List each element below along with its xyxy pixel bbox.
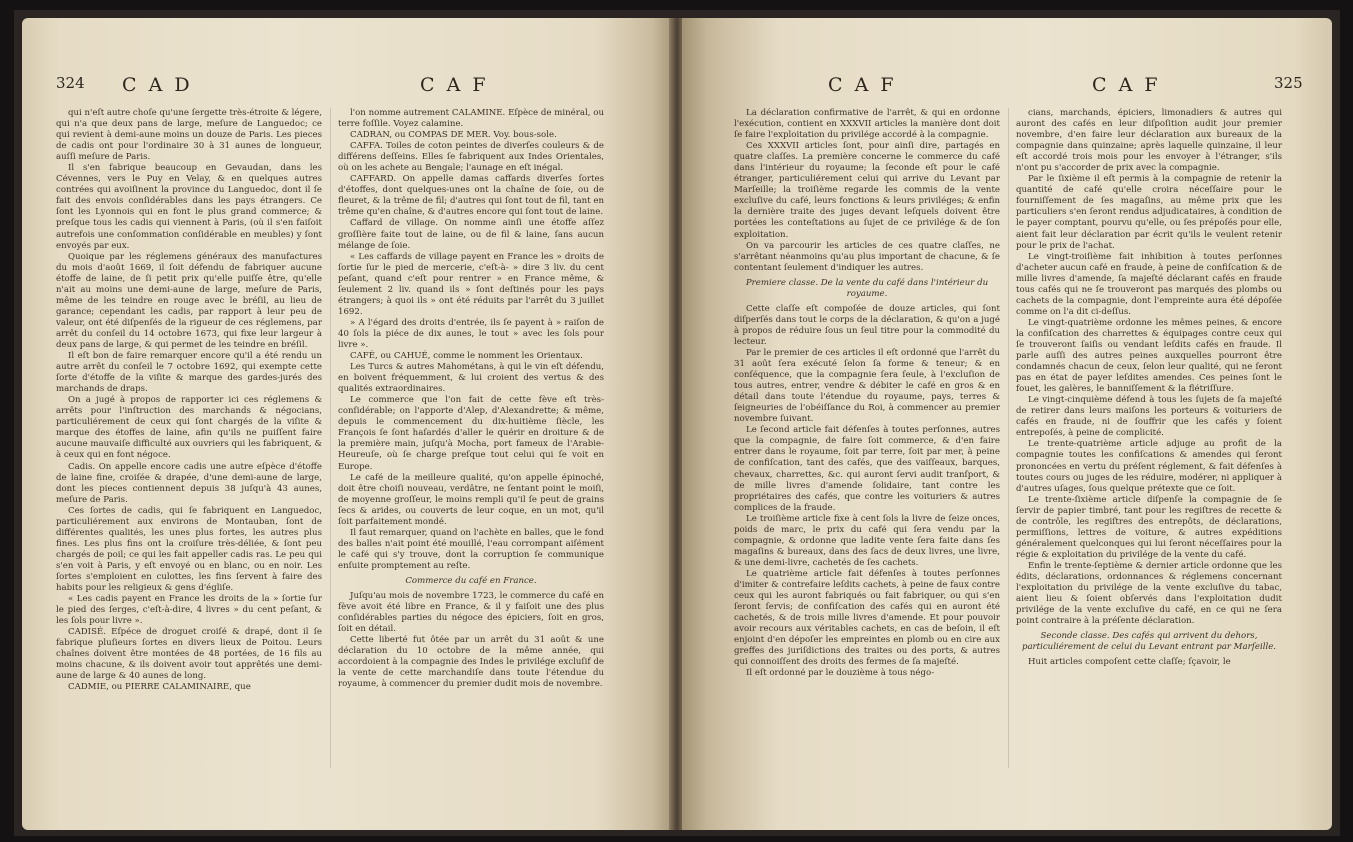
paragraph: qui n'eſt autre choſe qu'une ſergette très-étroite & légere, qui n'a que deux pans de large, meſure de Languedoc; ce qui revient à demi-aune moins un douze de Paris. Les pieces de cadis ont pour l'ordinaire 30 à 31 aunes de longueur, auſſi meſure de Paris.	[56, 108, 322, 163]
column-divider	[330, 108, 331, 768]
paragraph: Huit articles compoſent cette claſſe; ſçavoir, le	[1028, 657, 1231, 668]
paragraph: CADMIE, ou PIERRE CALAMINAIRE, que	[68, 682, 251, 693]
paragraph: CADISÉ. Eſpéce de droguet croiſé & drapé, dont il ſe fabrique pluſieurs ſortes en divers lieux de Poitou. Leurs chaînes doivent être montées de 48 portées, de 16 fils au moins chacune, & ils doivent avoir tout apprêtés une demi-aune de large & 40 aunes de long.	[56, 627, 322, 682]
paragraph: Le vingt-troiſième fait inhibition à toutes perſonnes d'acheter aucun café en fraude, à peine de confiſcation & de mille livres d'amende, ſa majeſté déclarant cafés en fraude tous cafés qui ne ſe trouveront pas marqués des plombs ou cachets de la compagnie, dont l'empreinte aura été dépoſée comme on l'a dit ci-deſſus.	[1016, 251, 1282, 317]
paragraph: Il eſt ordonné par le douzième à tous négo-	[746, 668, 935, 679]
section-heading: Seconde classe. Des cafés qui arrivent du dehors, particuliérement de celui du Levant entrant par Marſeille.	[1021, 631, 1277, 653]
paragraph: Les Turcs & autres Mahométans, à qui le vin eſt défendu, en boivent fréquemment, & lui croient des vertus & des qualités extraordinaires.	[338, 362, 604, 395]
right-header-left: C A F	[828, 74, 897, 96]
paragraph: On va parcourir les articles de ces quatre claſſes, ne s'arrêtant néanmoins qu'au plus important de chacune, & ſe contentant ſeulement d'indiquer les autres.	[734, 240, 1000, 273]
book-spread	[14, 10, 1340, 836]
paragraph: Enfin le trente-ſeptième & dernier article ordonne que les édits, déclarations, ordonnances & réglemens concernant l'exploitation du privilége de la vente excluſive du tabac, aient lieu & ſoient obſervés dans l'exploitation dudit privilége de la vente excluſive du café, en ce qui ne ſera point contraire à la préſente déclaration.	[1016, 560, 1282, 627]
paragraph: On a jugé à propos de rapporter ici ces réglemens & arrêts pour l'inſtruction des marchands & négocians, particuliérement de ceux qui ſont chargés de la viſite & marque des étoffes de laine, afin qu'ils ne puiſſent faire aucune mauvaiſe difficulté aux ouvriers qui les fabriquent, & à ceux qui en font négoce.	[56, 395, 322, 461]
paragraph: La déclaration confirmative de l'arrêt, & qui en ordonne l'exécution, contient en XXXVII articles la manière dont doit ſe faire l'exploitation du privilége accordé à la compagnie.	[734, 108, 1000, 141]
paragraph: CADRAN, ou COMPAS DE MER. Voy. bous-sole.	[350, 130, 557, 141]
right-column-1	[734, 108, 1000, 768]
paragraph: Cadis. On appelle encore cadis une autre eſpèce d'étoffe de laine fine, croiſée & drapée, d'une demi-aune de large, dont les pieces contiennent depuis 38 juſqu'à 43 aunes, meſure de Paris.	[56, 461, 322, 505]
left-page	[22, 18, 672, 830]
paragraph: Ces XXXVII articles ſont, pour ainſi dire, partagés en quatre claſſes. La première concerne le commerce du café dans l'intérieur du royaume; la ſeconde eſt pour le café étranger, particuliérement celui qui arrive du Levant par Marſeille; la troiſième regarde les commis de la vente excluſive du café, leurs fonctions & leurs priviléges; & enfin la dernière traite des juges devant leſquels doivent être portées les conteſtations au ſujet de ce privilége & de ſon exploitation.	[734, 141, 1000, 240]
paragraph: « Les cadis payent en France les droits de la » ſortie ſur le pied des ſerges, c'eſt-à-dire, 4 livres » du cent peſant, & les ſols pour livre ».	[56, 594, 322, 627]
section-heading: Premiere classe. De la vente du café dans l'intérieur du royaume.	[745, 277, 989, 299]
paragraph: Par le ſixième il eſt permis à la compagnie de retenir la quantité de café qu'elle croira néceſſaire pour le fourniſſement de ſes magaſins, au même prix que les particuliers s'en ſeront rendus adjudicataires, à condition de le payer comptant, pourvu qu'elle, ou ſes prépoſés pour elle, aient fait leur déclaration par écrit qu'ils le veulent retenir pour le prix de l'achat.	[1016, 174, 1282, 251]
paragraph: Le vingt-quatrième ordonne les mêmes peines, & encore la confiſcation des charrettes & équipages contre ceux qui ſe trouveront ſaiſis ou vendant leſdits cafés en fraude. Il parle auſſi des autres peines auxquelles pourront être condamnés chacun de ceux, ſelon leur qualité, qui ne ſeront pas en état de payer leſdites amendes. Ces peines ſont le fouet, les galères, le banniſſement & la flétriſſure.	[1016, 317, 1282, 395]
paragraph: Le commerce que l'on fait de cette fève eſt très-conſidérable; on l'apporte d'Alep, d'Alexandrette; & même, depuis le commencement du dix-huitième ſiècle, les François ſe ſont haſardés d'aller le quérir en droiture & de la première main, juſqu'à Mocha, port fameux de l'Arabie-Heureuſe, où ſe charge preſque tout celui qui ſe voit en Europe.	[338, 395, 604, 472]
right-column-2	[1016, 108, 1282, 768]
paragraph: Il faut remarquer, quand on l'achète en balles, que le fond des balles n'ait point été mouillé, l'eau corrompant aiſément le café qui s'y trouve, dont la corruption ſe communique enſuite promptement au reſte.	[338, 527, 604, 571]
column-divider	[1008, 108, 1009, 768]
paragraph: Le trente-quatrième article adjuge au profit de la compagnie toutes les confiſcations & amendes qui ſeront prononcées en vertu du préſent réglement, & fait défenſes à toutes cours ou juges de les réduire, modérer, ni appliquer à d'autres uſages, ſous quelque prétexte que ce ſoit.	[1016, 439, 1282, 494]
paragraph: CAFFARD. On appelle damas caffards diverſes ſortes d'étoffes, dont quelques-unes ont la chaîne de ſoie, ou de fleuret, & la trême de fil; d'autres qui ſont tout de fil, tant en trême qu'en chaîne, & d'autres encore qui ſont tout de laine.	[338, 174, 604, 218]
paragraph: Le vingt-cinquième défend à tous les ſujets de ſa majeſté de retirer dans leurs maiſons les porteurs & voituriers de cafés en fraude, ni de ſouffrir que les cafés y ſoient entrepoſés, à peine de complicité.	[1016, 395, 1282, 439]
right-page	[682, 18, 1332, 830]
paragraph: Cette claſſe eſt compoſée de douze articles, qui ſont diſperſés dans tout le corps de la déclaration, & qu'on a jugé à propos de réduire ſous un ſeul titre pour la commodité du lecteur.	[734, 303, 1000, 347]
paragraph: Juſqu'au mois de novembre 1723, le commerce du café en fève avoit été libre en France, & il y faiſoit une des plus conſidérables parties du négoce des épiciers, ſoit en gros, ſoit en détail.	[338, 591, 604, 635]
paragraph: Il eſt bon de faire remarquer encore qu'il a été rendu un autre arrêt du conſeil le 7 octobre 1692, qui exempte cette ſorte d'étoffe de la viſite & marque des gardes-jurés des marchands de draps.	[56, 351, 322, 395]
right-folio: 325	[1274, 74, 1303, 92]
left-column-1	[56, 108, 322, 768]
paragraph: Le trente-ſixième article diſpenſe la compagnie de ſe ſervir de papier timbré, tant pour les regiſtres de recette & de contrôle, les regiſtres des entrepôts, de déclarations, permiſſions, lettres de voiture, & autres expéditions généralement quelconques qui lui ſeront néceſſaires pour la régie & exploitation du privilége de la vente du café.	[1016, 494, 1282, 560]
paragraph: Le ſecond article fait défenſes à toutes perſonnes, autres que la compagnie, de faire ſoit commerce, & d'en faire entrer dans le royaume, ſoit par terre, ſoit par mer, à peine de confiſcation, tant des cafés, que des vaiſſeaux, barques, chevaux, charrettes, &c. qui auront ſervi audit tranſport, & de mille livres d'amende ſolidaire, tant contre les propriétaires des cafés, que contre les voituriers & autres complices de la fraude.	[734, 425, 1000, 513]
paragraph: Le café de la meilleure qualité, qu'on appelle épinoché, doit être choiſi nouveau, verdâtre, ne ſentant point le moiſi, de moyenne groſſeur, le moins rempli qu'il ſe peut de grains ſecs & arides, ou couverts de leur coque, en un mot, qu'il ſoit parfaitement mondé.	[338, 472, 604, 527]
paragraph: CAFFA. Toiles de coton peintes de diverſes couleurs & de différens deſſeins. Elles ſe fabriquent aux Indes Orientales, où on les achete au Bengale; l'aunage en eſt inégal.	[338, 141, 604, 174]
paragraph: Par le premier de ces articles il eſt ordonné que l'arrêt du 31 août ſera exécuté ſelon ſa forme & teneur; & en conſéquence, que la compagnie ſera ſeule, à l'excluſion de tous autres, entrer, vendre & débiter le café en gros & en détail dans toute l'étendue du royaume, pays, terres & ſeigneuries de l'obéiſſance du Roi, à commencer au premier novembre ſuivant.	[734, 347, 1000, 425]
section-heading: Commerce du café en France.	[405, 575, 537, 586]
paragraph: Cette liberté fut ôtée par un arrêt du 31 août & une déclaration du 10 octobre de la même année, qui accordoient à la compagnie des Indes le privilége excluſif de la vente de cette marchandiſe dans toute l'étendue du royaume, à commencer du premier dudit mois de novembre.	[338, 635, 604, 690]
left-column-2	[338, 108, 604, 768]
left-header-left: C A D	[122, 74, 193, 96]
paragraph: » A l'égard des droits d'entrée, ils ſe payent à » raiſon de 40 ſols la piéce de dix aunes, le tout » avec les ſols pour livre ».	[338, 317, 604, 350]
paragraph: « Les caffards de village payent en France les » droits de ſortie ſur le pied de mercerie, c'eſt-à- » dire 3 liv. du cent peſant, quand c'eſt pour rentrer » en France même, & ſeulement 2 liv. quand ils » ſont deſtinés pour les pays étrangers; à quoi ils » ont été réduits par l'arrêt du 3 juillet 1692.	[338, 251, 604, 317]
paragraph: cians, marchands, épiciers, limonadiers & autres qui auront des cafés en leur diſpoſition audit jour premier novembre, d'en faire leur déclaration aux bureaux de la compagnie dans quinzaine; après laquelle quinzaine, il leur eſt accordé trois mois pour les envoyer à l'étranger, s'ils n'ont pu s'accorder de prix avec la compagnie.	[1016, 108, 1282, 174]
paragraph: l'on nomme autrement CALAMINE. Eſpèce de minéral, ou terre foſſile. Voyez calamine.	[338, 108, 604, 130]
paragraph: Il s'en fabrique beaucoup en Gevaudan, dans les Cévennes, vers le Puy en Velay, & en quelques autres contrées qui avoiſinent la province du Languedoc, dont il ſe fait des envois conſidérables dans les pays étrangers. Ce ſont les Lyonnois qui en font le plus grand commerce; & preſque tous les cadis qui viennent à Paris, (où il s'en faiſoit autrefois une conſommation conſidérable en meubles) y ſont envoyés par eux.	[56, 163, 322, 251]
right-header-right: C A F	[1092, 74, 1161, 96]
left-header-right: C A F	[420, 74, 489, 96]
left-folio: 324	[56, 74, 85, 92]
paragraph: Le troiſième article fixe à cent ſols la livre de ſeize onces, poids de marc, le prix du café qui ſera vendu par la compagnie, & ordonne que ladite vente ſera faite dans ſes magaſins & bureaux, dans des ſacs de deux livres, une livre, & une demi-livre, cachetés de ſes cachets.	[734, 513, 1000, 568]
paragraph: Ces ſortes de cadis, qui ſe fabriquent en Languedoc, particuliérement aux environs de Montauban, ſont de différentes qualités, les unes plus fortes, les autres plus fines. Les plus fins ont la croiſure très-déliée, & ſont peu chargés de poil; ce qui les fait appeller cadis ras. Le peu qui s'en voit à Paris, y eſt envoyé ou en blanc, ou en noir. Les ſortes s'emploient en culottes, les fins ſervent à faire des habits pour les religieux & gens d'égliſe.	[56, 505, 322, 594]
paragraph: CAFÉ, ou CAHUÉ, comme le nomment les Orientaux.	[350, 351, 583, 362]
paragraph: Quoique par les réglemens généraux des manufactures du mois d'août 1669, il ſoit défendu de fabriquer aucune étoffe de laine, de ſi petit prix qu'elle puiſſe être, qu'elle n'ait au moins une demi-aune de large, meſure de Paris, même de les teindre en rouge avec le bréſil, au lieu de garance; cependant les cadis, par rapport à leur peu de valeur, ont été diſpenſés de la rigueur de ces réglemens, par arrêt du conſeil du 14 octobre 1673, qui fixe leur largeur à deux pans de large, & qui permet de les teindre en bréſil.	[56, 251, 322, 350]
paragraph: Le quatrième article fait défenſes à toutes perſonnes d'imiter & contrefaire leſdits cachets, à peine de faux contre ceux qui les auront fabriqués ou fait fabriquer, ou qui s'en ſeront ſervis; de confiſcation des cafés qui en auront été cachetés, & de trois mille livres d'amende. Et pour pouvoir avoir recours aux véritables cachets, en cas de beſoin, il eſt enjoint d'en dépoſer les empreintes en plomb ou en cire aux greffes des juriſdictions des traites ou des ports, & autres qui connoiſſent des droits des fermes de ſa majeſté.	[734, 568, 1000, 668]
paragraph: Caffard de village. On nomme ainſi une étoffe aſſez groſſière faite tout de laine, ou de fil & laine, ſans aucun mélange de ſoie.	[338, 218, 604, 251]
